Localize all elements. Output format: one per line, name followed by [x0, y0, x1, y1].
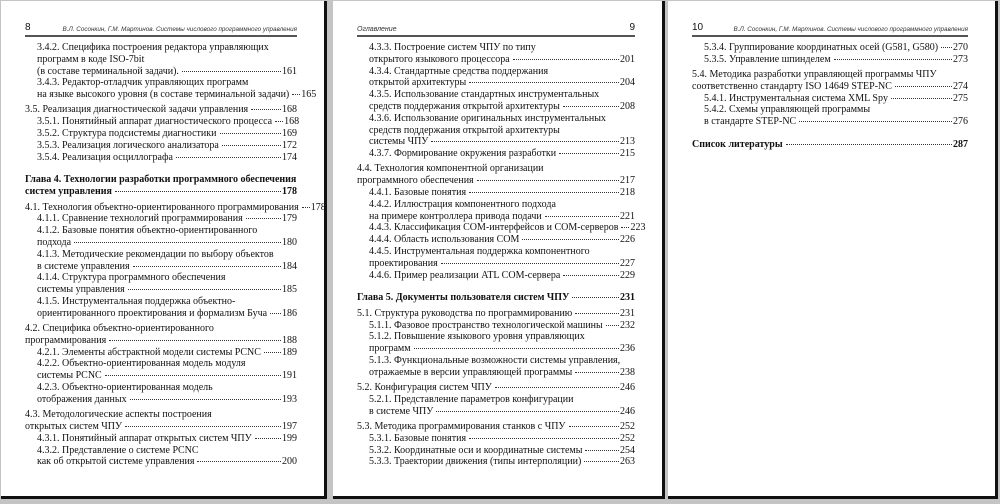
toc-page-number: 191: [282, 370, 297, 382]
toc-page-number: 180: [282, 236, 297, 248]
toc-entry-title-line: 4.3.2. Представление о системе PCNC: [37, 444, 199, 456]
toc-section: [692, 69, 968, 93]
page-header: [692, 21, 968, 37]
toc-page-number: 238: [620, 366, 635, 378]
running-head: В.Л. Сосонкин, Г.М. Мартинов. Системы числового программного управления: [733, 26, 968, 33]
toc-entry-row: [37, 433, 297, 445]
toc-page-number: 246: [620, 405, 635, 417]
toc-entry-title-line: отражаемые в версии управляющей программы: [369, 366, 573, 378]
dot-leader: [130, 399, 281, 400]
toc-entry-row: [369, 433, 635, 445]
dot-leader: [469, 192, 619, 193]
toc-subsection: [357, 222, 646, 234]
toc-entry-row: [369, 320, 635, 332]
toc-subsection: [25, 42, 297, 77]
toc-entry-title-line: 5.1. Структура руководства по программированию: [357, 307, 573, 319]
dot-leader: [895, 86, 952, 87]
toc-entry-title-line: 4.4.5. Инструментальная поддержка компонентного: [369, 246, 590, 258]
toc-entry-title-line: открытой архитектуры: [369, 77, 467, 89]
toc-subsection: [25, 358, 297, 382]
dot-leader: [834, 59, 952, 60]
toc-entry-title-line: 3.5.2. Структура подсистемы диагностики: [37, 128, 217, 140]
toc-subsection: [25, 433, 297, 445]
toc-entry-row: [37, 89, 317, 101]
toc-subsection: [25, 152, 297, 164]
toc-entry-row: [357, 421, 635, 433]
toc-subsection: [25, 77, 317, 101]
dot-leader: [246, 218, 281, 219]
toc-entry-title-line: 4.3.1. Понятийный аппарат открытых систем ЧПУ: [37, 432, 252, 444]
toc-entry-row: [357, 308, 635, 320]
toc-page-number: 169: [282, 128, 297, 140]
toc-section: [357, 163, 635, 187]
toc-page-number: 172: [282, 139, 297, 151]
dot-leader: [176, 157, 281, 158]
toc-page-number: 213: [620, 136, 635, 148]
toc-subsection: [25, 445, 297, 469]
toc-entry-title-line: средств поддержания открытой архитектуры: [369, 124, 560, 136]
toc-entry-title-line: отображения данных: [37, 393, 127, 405]
toc-entry-row: [37, 237, 297, 249]
toc-entry-title-line: как об открытой системе управления: [37, 456, 195, 468]
toc-entry-title-line: Глава 5. Документы пользователя систем ЧПУ: [357, 292, 570, 304]
toc-entry-row: [369, 367, 635, 379]
toc-entry-row: [369, 211, 635, 223]
toc-entry-row: [37, 152, 297, 164]
page-number: 10: [692, 22, 704, 33]
dot-leader: [559, 153, 619, 154]
toc-entry-title-line: 3.5. Реализация диагностической задачи управления: [25, 104, 249, 116]
toc-entry-title-line: 4.4.4. Область использования COM: [369, 234, 520, 246]
toc-subsection: [692, 42, 968, 54]
toc-entry-title-line: подхода: [37, 236, 72, 248]
dot-leader: [575, 372, 619, 373]
toc-entry-row: [357, 382, 635, 394]
dot-leader: [115, 191, 281, 192]
toc-entry-title-line: 4.1.2. Базовые понятия объектно-ориентированного: [37, 225, 258, 237]
dot-leader: [606, 325, 619, 326]
dot-leader: [572, 297, 619, 298]
toc-page-number: 200: [282, 456, 297, 468]
toc-subsection: [25, 296, 297, 320]
toc-page-number: 273: [953, 53, 968, 65]
toc-entry-row: [704, 42, 968, 54]
toc-entry-title-line: 3.5.1. Понятийный аппарат диагностического процесса: [37, 116, 273, 128]
dot-leader: [431, 141, 619, 142]
running-head: Оглавление: [357, 26, 397, 33]
toc-entry-title-line: 4.2.1. Элементы абстрактной модели системы PCNC: [37, 346, 261, 358]
toc-page-number: 218: [620, 187, 635, 199]
toc-entry-row: [369, 77, 635, 89]
toc-entry-row: [704, 93, 968, 105]
toc-page-10: [668, 1, 998, 499]
dot-leader: [469, 438, 619, 439]
toc-entry-row: [37, 370, 297, 382]
toc-entry-title-line: открытого языкового процессора: [369, 53, 510, 65]
dot-leader: [264, 352, 281, 353]
dot-leader: [125, 426, 281, 427]
dot-leader: [302, 207, 310, 208]
dot-leader: [441, 263, 619, 264]
dot-leader: [74, 242, 281, 243]
toc-entry-row: [369, 222, 646, 234]
toc-page-number: 221: [620, 210, 635, 222]
toc-entry-row: [369, 258, 635, 270]
dot-leader: [477, 180, 619, 181]
page-number: 9: [629, 22, 635, 33]
toc-subsection: [25, 249, 297, 273]
toc-chapter: [25, 174, 297, 198]
dot-leader: [495, 387, 619, 388]
toc-page-number: 231: [620, 307, 635, 319]
toc-page-number: 246: [620, 382, 635, 394]
toc-page-number: 217: [620, 175, 635, 187]
toc-subsection: [25, 116, 300, 128]
dot-leader: [569, 426, 620, 427]
toc-entry-title-line: программ: [369, 343, 411, 355]
toc-page-number: 270: [953, 42, 968, 53]
toc-page-number: 229: [620, 269, 635, 281]
toc-entry-row: [704, 116, 968, 128]
dot-leader: [220, 133, 282, 134]
toc-entry-row: [25, 104, 297, 116]
toc-subsection: [25, 140, 297, 152]
toc-entry-title-line: проектирования: [369, 257, 438, 269]
toc-entry-row: [37, 308, 297, 320]
toc-entry-row: [25, 201, 326, 214]
dot-leader: [109, 340, 281, 341]
toc-page-number: 174: [282, 151, 297, 163]
toc-entry-title-line: 5.3.4. Группирование координатных осей (G581, G580): [704, 42, 939, 53]
toc-subsection: [357, 445, 635, 457]
toc-page-number: 185: [282, 284, 297, 296]
toc-entry-title-line: 5.1.2. Повышение языкового уровня управляющих: [369, 331, 585, 343]
toc-page-number: 236: [620, 343, 635, 355]
toc-entry-title-line: 3.5.3. Реализация логического анализатора: [37, 139, 219, 151]
toc-entry-title-line: 5.3.2. Координатные оси и координатные системы: [369, 444, 583, 456]
toc-chapter: [692, 139, 968, 151]
toc-subsection: [25, 128, 297, 140]
toc-entry-title-line: 5.2. Конфигурация систем ЧПУ: [357, 382, 492, 394]
toc-subsection: [25, 272, 297, 296]
dot-leader: [786, 144, 952, 145]
toc-entry-row: [692, 81, 968, 93]
toc-section: [357, 308, 635, 320]
dot-leader: [436, 411, 619, 412]
toc-entry-title-line: 5.1.1. Фазовое пространство технологической машины: [369, 319, 603, 331]
dot-leader: [522, 239, 619, 240]
toc-entry-title-line: 4.4.3. Классификация COM-интерфейсов и COM-серверов: [369, 222, 619, 234]
toc-entry-title-line: 5.4. Методика разработки управляющей программы ЧПУ: [692, 69, 937, 81]
toc-entry-row: [357, 292, 635, 304]
toc-subsection: [357, 270, 635, 282]
toc-entry-title-line: 4.4.6. Пример реализации ATL COM-сервера: [369, 269, 561, 281]
toc-entry-row: [369, 187, 635, 199]
dot-leader: [251, 109, 281, 110]
toc-entry-row: [37, 128, 297, 140]
toc-page-number: 252: [620, 432, 635, 444]
toc-page-number: 201: [620, 53, 635, 65]
toc-subsection: [357, 394, 635, 418]
toc-entry-title-line: 4.1.4. Структура программного обеспечения: [37, 272, 226, 284]
toc-page-number: 227: [620, 257, 635, 269]
toc-page-number: 208: [620, 100, 635, 112]
toc-entry-title-line: 5.4.1. Инструментальная система XML Spy: [704, 92, 888, 104]
toc-subsection: [357, 331, 635, 355]
toc-page-number: 231: [620, 292, 635, 304]
toc-entry-title-line: 4.3.3. Построение систем ЧПУ по типу: [369, 42, 536, 53]
toc-entries: [357, 42, 646, 468]
toc-subsection: [357, 433, 635, 445]
toc-entry-title-line: 4.2. Специфика объектно-ориентированного: [25, 323, 214, 335]
toc-page-number: 178: [310, 201, 326, 213]
toc-subsection: [357, 89, 635, 113]
dot-leader: [197, 461, 281, 462]
toc-entry-title-line: 3.4.3. Редактор-отладчик управляющих программ: [37, 77, 249, 89]
toc-entry-title-line: 4.4.1. Базовые понятия: [369, 187, 467, 199]
toc-subsection: [357, 234, 635, 246]
toc-subsection: [692, 54, 968, 66]
toc-subsection: [692, 93, 968, 105]
toc-entry-title-line: 4.1. Технология объектно-ориентированного программирования: [25, 201, 299, 213]
toc-page-number: 204: [620, 77, 635, 89]
dot-leader: [133, 266, 281, 267]
page-header: [25, 21, 297, 37]
toc-subsection: [692, 104, 968, 128]
toc-entries: [692, 42, 968, 151]
toc-section: [25, 323, 297, 347]
toc-entry-title-line: программирования: [25, 334, 107, 346]
toc-section: [357, 382, 635, 394]
toc-section: [25, 104, 297, 116]
toc-subsection: [25, 225, 297, 249]
toc-entry-row: [37, 66, 297, 78]
dot-leader: [621, 227, 629, 228]
toc-entry-title-line: системы управления: [37, 284, 125, 296]
toc-entry-title-line: на примере контроллера привода подачи: [369, 210, 542, 222]
toc-page-number: 276: [953, 116, 968, 128]
toc-entry-title-line: средств поддержания открытой архитектуры: [369, 100, 560, 112]
toc-subsection: [357, 148, 635, 160]
toc-entry-title-line: системы PCNC: [37, 370, 102, 382]
toc-subsection: [357, 66, 635, 90]
toc-entry-row: [25, 335, 297, 347]
toc-subsection: [25, 382, 297, 406]
toc-subsection: [357, 320, 635, 332]
toc-entry-row: [37, 394, 297, 406]
dot-leader: [941, 47, 952, 48]
dot-leader: [891, 98, 952, 99]
toc-entry-title-line: 5.3.5. Управление шпинделем: [704, 53, 831, 65]
toc-entry-title-line: (в составе терминальной задачи).: [37, 65, 179, 77]
dot-leader: [585, 450, 619, 451]
toc-section: [357, 421, 635, 433]
toc-entry-title-line: 5.3.1. Базовые понятия: [369, 432, 467, 444]
toc-page-number: 168: [282, 104, 297, 116]
dot-leader: [182, 71, 281, 72]
toc-entry-row: [37, 213, 297, 225]
toc-entry-row: [369, 148, 635, 160]
toc-page-number: 197: [282, 420, 297, 432]
toc-page-number: 215: [620, 148, 635, 160]
toc-entry-title-line: 3.4.2. Специфика построения редактора управляющих: [37, 42, 269, 53]
toc-entry-title-line: соответственно стандарту ISO 14649 STEP-NC: [692, 80, 892, 92]
dot-leader: [414, 348, 619, 349]
toc-entry-title-line: в системе ЧПУ: [369, 405, 434, 417]
toc-subsection: [357, 456, 635, 468]
dot-leader: [584, 461, 619, 462]
toc-page-number: 165: [301, 89, 317, 101]
dot-leader: [513, 59, 619, 60]
dot-leader: [563, 275, 619, 276]
dot-leader: [292, 94, 300, 95]
dot-leader: [575, 313, 619, 314]
dot-leader: [799, 121, 952, 122]
dot-leader: [222, 145, 281, 146]
toc-entry-title-line: 5.4.2. Схемы управляющей программы: [704, 104, 871, 116]
toc-subsection: [357, 42, 635, 66]
toc-subsection: [357, 187, 635, 199]
toc-page-number: 252: [620, 420, 635, 432]
toc-entry-title-line: 4.1.3. Методические рекомендации по выбору объектов: [37, 248, 274, 260]
toc-section: [25, 409, 297, 433]
toc-entry-title-line: 4.3.7. Формирование окружения разработки: [369, 148, 557, 160]
toc-entry-title-line: 5.1.3. Функциональные возможности системы управления,: [369, 354, 621, 366]
toc-entry-row: [369, 445, 635, 457]
toc-entry-title-line: 4.4.2. Иллюстрация компонентного подхода: [369, 198, 556, 210]
dot-leader: [469, 82, 619, 83]
toc-page-number: 193: [282, 393, 297, 405]
toc-entry-title-line: 4.3. Методологические аспекты построения: [25, 409, 212, 421]
toc-page-number: 168: [284, 116, 300, 128]
toc-entry-row: [37, 284, 297, 296]
toc-entry-row: [704, 54, 968, 66]
toc-entry-row: [37, 456, 297, 468]
toc-entry-title-line: 4.4. Технология компонентной организации: [357, 163, 544, 175]
toc-page-number: 275: [953, 92, 968, 104]
toc-page-number: 186: [282, 307, 297, 319]
toc-entry-title-line: 4.1.1. Сравнение технологий программирования: [37, 213, 243, 225]
toc-subsection: [357, 355, 635, 379]
toc-entry-row: [25, 186, 297, 198]
toc-entry-row: [369, 270, 635, 282]
toc-entry-title-line: в стандарте STEP-NC: [704, 116, 797, 128]
toc-entry-title-line: открытых систем ЧПУ: [25, 420, 123, 432]
toc-subsection: [25, 213, 297, 225]
toc-entry-title-line: 4.3.6. Использование оригинальных инструментальных: [369, 112, 606, 124]
toc-page-9: [333, 1, 665, 499]
toc-subsection: [357, 113, 635, 148]
toc-entry-title-line: на языке высокого уровня (в составе терминальной задачи): [37, 89, 290, 101]
running-head: В.Л. Сосонкин, Г.М. Мартинов. Системы числового программного управления: [62, 26, 297, 33]
toc-entry-title-line: 5.3.3. Траектории движения (типы интерполяции): [369, 456, 582, 468]
toc-page-number: 184: [282, 260, 297, 272]
toc-page-number: 287: [953, 139, 968, 151]
toc-entry-row: [37, 116, 300, 128]
toc-page-number: 178: [282, 186, 297, 198]
toc-entry-row: [369, 406, 635, 418]
toc-entry-title-line: Список литературы: [692, 139, 783, 151]
toc-entry-row: [692, 139, 968, 151]
toc-entry-title-line: 4.1.5. Инструментальная поддержка объектно-: [37, 295, 236, 307]
toc-page-number: 232: [620, 319, 635, 331]
toc-subsection: [25, 347, 297, 359]
toc-entry-title-line: в системе управления: [37, 260, 130, 272]
toc-page-number: 161: [282, 65, 297, 77]
toc-entry-row: [369, 456, 635, 468]
toc-entry-row: [369, 54, 635, 66]
toc-page-number: 263: [620, 456, 635, 468]
toc-entry-row: [369, 343, 635, 355]
toc-entry-row: [37, 140, 297, 152]
page-header: [357, 21, 635, 37]
toc-entry-title-line: 4.2.2. Объектно-ориентированная модель модуля: [37, 358, 246, 370]
toc-page-number: 274: [953, 80, 968, 92]
toc-page-number: 179: [282, 213, 297, 225]
toc-subsection: [357, 199, 635, 223]
toc-entry-title-line: 4.3.5. Использование стандартных инструментальных: [369, 89, 600, 101]
toc-entry-title-line: ориентированного проектирования и формализм Буча: [37, 307, 268, 319]
toc-entry-row: [37, 347, 297, 359]
toc-entry-title-line: системы ЧПУ: [369, 136, 429, 148]
toc-entry-row: [357, 175, 635, 187]
toc-page-number: 254: [620, 444, 635, 456]
toc-section: [25, 201, 326, 214]
toc-entry-row: [25, 421, 297, 433]
dot-leader: [275, 121, 283, 122]
toc-entry-row: [369, 234, 635, 246]
toc-subsection: [357, 246, 635, 270]
toc-entry-title-line: систем управления: [25, 186, 112, 198]
toc-entry-row: [369, 101, 635, 113]
toc-entries: [25, 42, 326, 468]
toc-entry-title-line: 3.5.4. Реализация осциллографа: [37, 151, 173, 163]
dot-leader: [105, 375, 281, 376]
toc-entry-title-line: программного обеспечения: [357, 175, 474, 187]
toc-entry-title-line: Глава 4. Технологии разработки программного обеспечения: [25, 174, 297, 186]
toc-entry-title-line: 4.2.3. Объектно-ориентированная модель: [37, 382, 213, 394]
toc-entry-title-line: 5.3. Методика программирования станков с ЧПУ: [357, 420, 566, 432]
toc-entry-row: [37, 261, 297, 273]
dot-leader: [563, 106, 619, 107]
dot-leader: [128, 289, 281, 290]
toc-chapter: [357, 292, 635, 304]
page-number: 8: [25, 22, 31, 33]
dot-leader: [270, 313, 281, 314]
dot-leader: [255, 438, 281, 439]
toc-entry-row: [369, 136, 635, 148]
toc-page-number: 188: [282, 334, 297, 346]
toc-page-number: 199: [282, 432, 297, 444]
toc-page-number: 223: [630, 222, 646, 234]
toc-entry-title-line: 5.2.1. Представление параметров конфигурации: [369, 393, 574, 405]
dot-leader: [545, 216, 619, 217]
toc-page-8: [1, 1, 327, 499]
toc-page-number: 226: [620, 234, 635, 246]
toc-entry-title-line: 4.3.4. Стандартные средства поддержания: [369, 65, 549, 77]
toc-entry-title-line: программ в коде ISO-7bit: [37, 53, 145, 65]
toc-page-number: 189: [282, 346, 297, 358]
